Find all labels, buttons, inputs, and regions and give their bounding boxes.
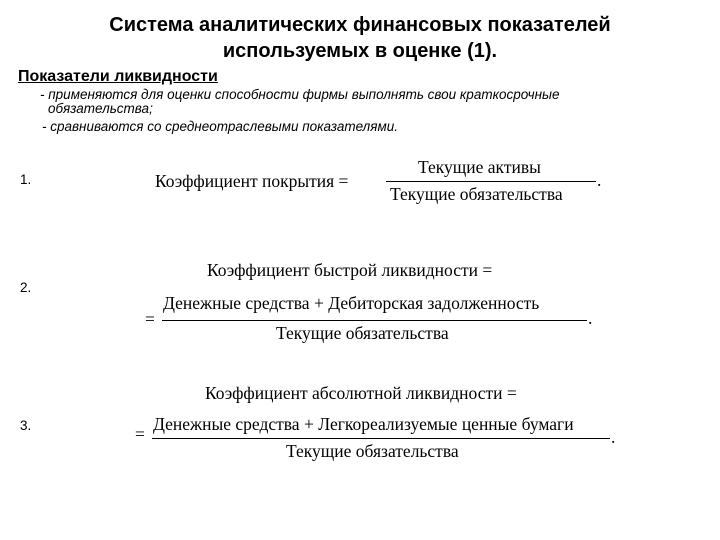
formula-3-equals: = xyxy=(135,424,145,444)
slide-title-line-1: Система аналитических финансовых показателей xyxy=(109,14,611,36)
formula-1-fraction-line xyxy=(386,181,596,182)
formula-3-denominator: Текущие обязательства xyxy=(286,441,459,461)
formula-2-equals: = xyxy=(145,309,155,329)
bullet-purpose-line-2: обязательства; xyxy=(48,101,153,116)
formula-2-fraction-line xyxy=(162,320,587,321)
formula-2-period: . xyxy=(588,308,593,328)
slide-title-line-2: используемых в оценке (1). xyxy=(222,40,498,62)
slide-title xyxy=(0,12,720,64)
formula-2-lhs: Коэффициент быстрой ликвидности = xyxy=(207,260,493,280)
formula-3-numerator: Денежные средства + Легкореализуемые ценные бумаги xyxy=(153,414,574,434)
formula-3-fraction-line xyxy=(152,438,610,439)
formula-2-numerator: Денежные средства + Дебиторская задолженность xyxy=(163,293,540,313)
formula-1-number: 1. xyxy=(20,172,32,187)
section-heading-liquidity: Показатели ликвидности xyxy=(18,68,218,85)
formula-1-denominator: Текущие обязательства xyxy=(390,184,563,204)
formula-1-period: . xyxy=(597,170,602,190)
formula-3-number: 3. xyxy=(20,418,32,433)
formula-1-lhs: Коэффициент покрытия = xyxy=(155,171,349,191)
formula-1-numerator: Текущие активы xyxy=(418,157,541,177)
bullet-purpose-line-1: - применяются для оценки способности фирмы выполнять свои краткосрочные xyxy=(40,87,560,102)
formula-3-lhs: Коэффициент абсолютной ликвидности = xyxy=(205,383,517,403)
bullet-comparison: - сравниваются со среднеотраслевыми показателями. xyxy=(42,119,399,134)
formula-2-denominator: Текущие обязательства xyxy=(276,323,449,343)
formula-2-number: 2. xyxy=(20,280,32,295)
formula-3-period: . xyxy=(611,427,616,447)
